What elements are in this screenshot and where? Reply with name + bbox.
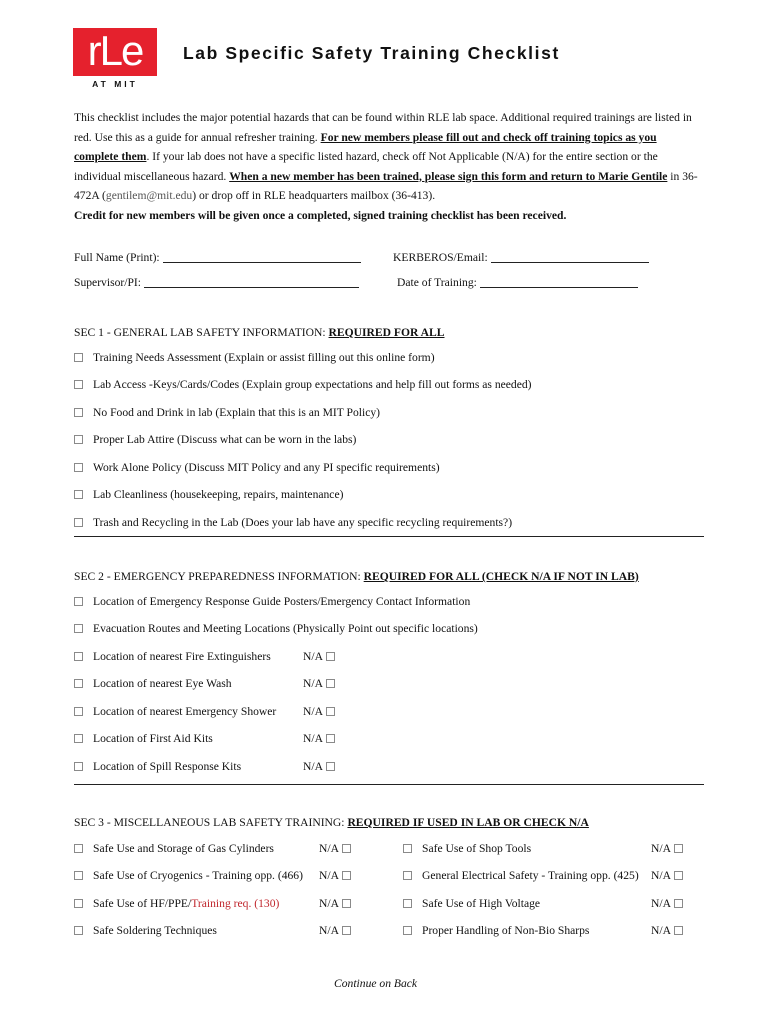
checkbox[interactable] — [74, 597, 83, 606]
na-checkbox[interactable] — [674, 871, 683, 880]
na-checkbox[interactable] — [674, 926, 683, 935]
checkbox[interactable] — [74, 734, 83, 743]
intro-instruction-2: When a new member has been trained, please sign this form and return to Marie Gentile — [229, 169, 668, 183]
full-name-input-line[interactable] — [163, 261, 361, 263]
rle-logo — [73, 28, 157, 89]
sec2-title: SEC 2 - EMERGENCY PREPAREDNESS INFORMATION: — [74, 570, 364, 583]
na-option — [319, 842, 351, 855]
item-label: Work Alone Policy (Discuss MIT Policy and any PI specific requirements) — [93, 461, 440, 474]
checklist-item — [74, 516, 512, 529]
sec3-heading — [74, 816, 589, 829]
checklist-item — [74, 760, 241, 773]
intro-instruction-1: For new members please fill out and check off training topics as you complete them — [74, 130, 657, 163]
section-divider — [74, 784, 704, 785]
checkbox[interactable] — [74, 353, 83, 362]
checklist-item — [403, 842, 531, 855]
na-option — [303, 650, 335, 663]
na-checkbox[interactable] — [326, 707, 335, 716]
required-training-note: Training req. (130) — [191, 897, 280, 910]
supervisor-input-line[interactable] — [144, 286, 359, 288]
checklist-item — [403, 924, 589, 937]
continue-on-back-note: Continue on Back — [334, 977, 418, 990]
item-label: General Electrical Safety - Training opp. (425) — [422, 869, 639, 882]
na-label: N/A — [319, 869, 339, 882]
checkbox[interactable] — [74, 624, 83, 633]
intro-text-3: in 36-472A ( — [74, 169, 698, 202]
kerberos-field — [393, 251, 649, 264]
checklist-item — [74, 622, 478, 635]
checkbox[interactable] — [74, 762, 83, 771]
checkbox[interactable] — [74, 871, 83, 880]
na-checkbox[interactable] — [342, 871, 351, 880]
na-label: N/A — [319, 842, 339, 855]
na-label: N/A — [303, 650, 323, 663]
checkbox[interactable] — [403, 871, 412, 880]
date-label: Date of Training: — [397, 276, 477, 289]
item-label: Safe Use of HF/PPE/ — [93, 897, 192, 910]
full-name-label: Full Name (Print): — [74, 251, 160, 264]
na-label: N/A — [303, 677, 323, 690]
na-option — [651, 869, 683, 882]
item-label: Lab Access -Keys/Cards/Codes (Explain group expectations and help fill out forms as needed) — [93, 378, 532, 391]
na-option — [651, 924, 683, 937]
checkbox[interactable] — [74, 899, 83, 908]
na-label: N/A — [303, 705, 323, 718]
sec2-heading — [74, 570, 639, 583]
checkbox[interactable] — [74, 844, 83, 853]
item-label: Safe Use of Cryogenics - Training opp. (466) — [93, 869, 303, 882]
date-field — [397, 276, 638, 289]
checkbox[interactable] — [74, 435, 83, 444]
na-checkbox[interactable] — [342, 899, 351, 908]
kerberos-label: KERBEROS/Email: — [393, 251, 488, 264]
intro-text-1: This checklist includes the major potential hazards that can be found within RLE lab space. Additional required trainings are listed in red. Use this as a guide for annual refresher training. — [74, 111, 692, 144]
intro-text-4: ) or drop off in RLE headquarters mailbox (36-413). — [192, 189, 436, 202]
checkbox[interactable] — [74, 380, 83, 389]
checklist-item — [74, 433, 356, 446]
item-label: Lab Cleanliness (housekeeping, repairs, maintenance) — [93, 488, 344, 501]
checkbox[interactable] — [403, 926, 412, 935]
na-option — [303, 760, 335, 773]
na-checkbox[interactable] — [326, 679, 335, 688]
checkbox[interactable] — [74, 652, 83, 661]
intro-credit-note: Credit for new members will be given once a completed, signed training checklist has been received. — [74, 208, 567, 222]
rle-logo-subtitle: AT MIT — [92, 79, 138, 89]
sec1-heading — [74, 326, 445, 339]
item-label: Evacuation Routes and Meeting Locations (Physically Point out specific locations) — [93, 622, 478, 635]
date-input-line[interactable] — [480, 286, 638, 288]
sec2-requirement: REQUIRED FOR ALL (CHECK N/A IF NOT IN LAB) — [363, 570, 639, 583]
sec3-requirement: REQUIRED IF USED IN LAB OR CHECK N/A — [347, 816, 589, 829]
na-label: N/A — [651, 897, 671, 910]
item-label: Proper Lab Attire (Discuss what can be worn in the labs) — [93, 433, 357, 446]
checklist-item — [74, 406, 380, 419]
na-checkbox[interactable] — [326, 734, 335, 743]
item-label: Location of nearest Fire Extinguishers — [93, 650, 271, 663]
section-divider — [74, 536, 704, 537]
na-label: N/A — [651, 842, 671, 855]
item-label: No Food and Drink in lab (Explain that this is an MIT Policy) — [93, 406, 381, 419]
na-option — [651, 842, 683, 855]
checklist-item — [74, 869, 303, 882]
na-label: N/A — [651, 924, 671, 937]
checklist-item — [74, 461, 440, 474]
na-checkbox[interactable] — [342, 844, 351, 853]
na-label: N/A — [319, 924, 339, 937]
na-checkbox[interactable] — [674, 899, 683, 908]
checkbox[interactable] — [403, 899, 412, 908]
checkbox[interactable] — [74, 707, 83, 716]
item-label: Proper Handling of Non-Bio Sharps — [422, 924, 590, 937]
na-option — [303, 677, 335, 690]
item-label: Safe Use and Storage of Gas Cylinders — [93, 842, 274, 855]
item-label: Location of nearest Emergency Shower — [93, 705, 277, 718]
na-option — [651, 897, 683, 910]
checklist-item — [403, 869, 639, 882]
checklist-item — [74, 924, 217, 937]
intro-paragraph — [74, 108, 699, 225]
sec3-title: SEC 3 - MISCELLANEOUS LAB SAFETY TRAINING: — [74, 816, 348, 829]
na-label: N/A — [319, 897, 339, 910]
checklist-item — [74, 842, 274, 855]
item-label: Location of First Aid Kits — [93, 732, 213, 745]
checklist-item — [74, 650, 271, 663]
item-label: Trash and Recycling in the Lab (Does your lab have any specific recycling requirements?) — [93, 516, 513, 529]
checklist-item — [74, 732, 213, 745]
checklist-item — [74, 595, 470, 608]
checklist-item — [74, 378, 532, 391]
item-label: Safe Soldering Techniques — [93, 924, 217, 937]
rle-logo-mark: rLe — [73, 28, 157, 76]
checkbox[interactable] — [74, 518, 83, 527]
na-option — [303, 732, 335, 745]
checklist-item — [74, 488, 343, 501]
na-label: N/A — [303, 760, 323, 773]
checkbox[interactable] — [74, 463, 83, 472]
item-label: Safe Use of High Voltage — [422, 897, 541, 910]
na-checkbox[interactable] — [326, 652, 335, 661]
checkbox[interactable] — [74, 490, 83, 499]
checkbox[interactable] — [74, 926, 83, 935]
na-option — [303, 705, 335, 718]
na-label: N/A — [303, 732, 323, 745]
na-option — [319, 897, 351, 910]
item-label: Location of nearest Eye Wash — [93, 677, 232, 690]
item-label: Location of Emergency Response Guide Posters/Emergency Contact Information — [93, 595, 471, 608]
checkbox[interactable] — [74, 408, 83, 417]
sec1-requirement: REQUIRED FOR ALL — [328, 326, 445, 339]
na-option — [319, 869, 351, 882]
checkbox[interactable] — [74, 679, 83, 688]
item-label: Safe Use of Shop Tools — [422, 842, 532, 855]
sec1-title: SEC 1 - GENERAL LAB SAFETY INFORMATION: — [74, 326, 329, 339]
full-name-field — [74, 251, 361, 264]
na-checkbox[interactable] — [674, 844, 683, 853]
checklist-item — [74, 705, 276, 718]
checkbox[interactable] — [403, 844, 412, 853]
contact-email-link[interactable]: gentilem@mit.edu — [105, 189, 193, 202]
page-title: Lab Specific Safety Training Checklist — [183, 43, 560, 63]
supervisor-field — [74, 276, 359, 289]
item-label: Location of Spill Response Kits — [93, 760, 242, 773]
checklist-item — [74, 351, 435, 364]
item-label: Training Needs Assessment (Explain or assist filling out this online form) — [93, 351, 435, 364]
checklist-item — [74, 897, 279, 910]
checklist-item — [74, 677, 232, 690]
supervisor-label: Supervisor/PI: — [74, 276, 141, 289]
na-option — [319, 924, 351, 937]
na-checkbox[interactable] — [326, 762, 335, 771]
na-label: N/A — [651, 869, 671, 882]
kerberos-input-line[interactable] — [491, 261, 649, 263]
na-checkbox[interactable] — [342, 926, 351, 935]
intro-text-2: . If your lab does not have a specific listed hazard, check off Not Applicable (N/A) for the entire section or the individual miscellaneous hazard. — [74, 150, 658, 183]
checklist-item — [403, 897, 540, 910]
